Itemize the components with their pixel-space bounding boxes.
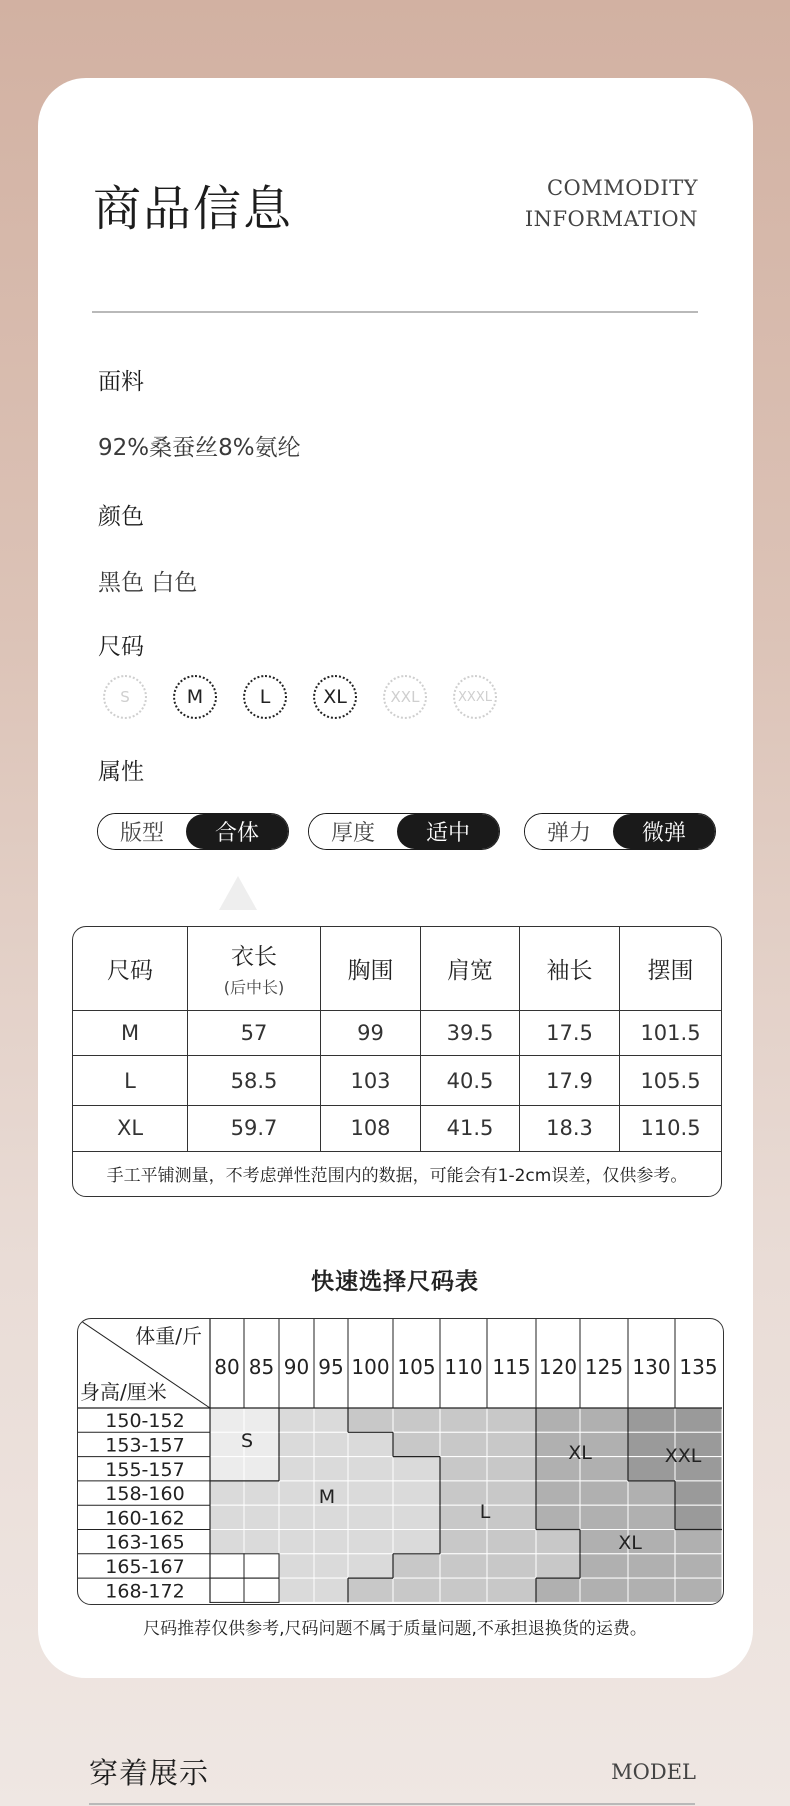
fabric-label: 面料 [98, 369, 144, 395]
attribute-value: 合体 [186, 814, 288, 849]
weight-label: 80 [214, 1355, 240, 1379]
size-option-s[interactable]: S [103, 675, 147, 719]
grid-cell [348, 1530, 393, 1554]
table-cell: 17.9 [520, 1055, 620, 1105]
grid-cell [628, 1505, 675, 1529]
table-cell: 103 [321, 1055, 421, 1105]
grid-cell [348, 1578, 393, 1602]
grid-cell [440, 1578, 487, 1602]
attribute-value: 适中 [397, 814, 499, 849]
table-row [73, 1055, 721, 1105]
grid-cell [487, 1554, 536, 1578]
grid-cell [244, 1457, 279, 1481]
height-label: 165-167 [105, 1555, 185, 1578]
grid-cell [393, 1408, 440, 1432]
grid-cell [393, 1505, 440, 1529]
size-option-xxxl[interactable]: XXXL [453, 675, 497, 719]
quick-size-note: 尺码推荐仅供参考,尺码问题不属于质量问题,不承担退换货的运费。 [143, 1619, 647, 1639]
weight-label: 120 [538, 1355, 578, 1379]
zone-label: XL [618, 1532, 642, 1554]
grid-cell [440, 1554, 487, 1578]
height-label: 153-157 [105, 1434, 185, 1457]
grid-cell [440, 1457, 487, 1481]
grid-cell [580, 1578, 628, 1602]
grid-cell [628, 1481, 675, 1505]
grid-cell [314, 1432, 348, 1456]
table-cell: 58.5 [188, 1055, 321, 1105]
zone-label: S [240, 1430, 254, 1452]
table-row [73, 1106, 721, 1151]
grid-cell [393, 1457, 440, 1481]
height-label: 158-160 [105, 1483, 185, 1506]
weight-label: 105 [397, 1355, 436, 1379]
grid-cell [580, 1554, 628, 1578]
grid-cell [210, 1481, 244, 1505]
table-cell: 39.5 [421, 1010, 520, 1055]
quick-size-grid [78, 1319, 722, 1603]
weight-label: 90 [283, 1355, 310, 1379]
grid-cell [393, 1432, 440, 1456]
grid-cell [279, 1530, 314, 1554]
grid-cell [279, 1408, 314, 1432]
grid-cell [314, 1578, 348, 1602]
size-option-m[interactable]: M [173, 675, 217, 719]
divider [92, 311, 698, 313]
grid-cell [279, 1432, 314, 1456]
model-section-title: 穿着展示 [89, 1756, 210, 1790]
weight-label: 110 [444, 1355, 483, 1379]
weight-label: 95 [318, 1355, 344, 1379]
grid-cell [675, 1554, 722, 1578]
grid-cell [348, 1481, 393, 1505]
grid-cell [210, 1457, 244, 1481]
table-note-row [73, 1151, 721, 1196]
color-label: 颜色 [98, 504, 144, 530]
grid-cell [675, 1578, 722, 1602]
attribute-elasticity [524, 813, 716, 850]
model-section-title-en: MODEL [611, 1760, 696, 1784]
table-cell: 41.5 [421, 1106, 520, 1151]
header-shoulder: 肩宽 [421, 927, 520, 1010]
grid-cell [487, 1505, 536, 1529]
table-cell: 108 [321, 1106, 421, 1151]
grid-cell [279, 1481, 314, 1505]
grid-cell [314, 1530, 348, 1554]
grid-cell [536, 1530, 580, 1554]
grid-cell [675, 1505, 722, 1529]
grid-cell [536, 1505, 580, 1529]
header-size: 尺码 [73, 927, 188, 1010]
color-value: 黑色 白色 [98, 570, 198, 596]
zone-label: XXL [664, 1445, 702, 1467]
model-section-divider [89, 1803, 695, 1805]
title-en-line-2: INFORMATION [524, 207, 698, 231]
zone-label: M [318, 1486, 336, 1508]
header-length-label: 衣长 [231, 944, 277, 971]
quick-size-title: 快速选择尺码表 [311, 1269, 479, 1295]
grid-cell [348, 1554, 393, 1578]
fabric-value: 92%桑蚕丝8%氨纶 [98, 435, 301, 461]
table-cell: 110.5 [620, 1106, 722, 1151]
grid-cell [314, 1505, 348, 1529]
weight-axis-label: 体重/斤 [135, 1324, 202, 1348]
grid-cell [628, 1408, 675, 1432]
grid-cell [279, 1505, 314, 1529]
height-label: 163-165 [105, 1531, 185, 1554]
zone-label: XL [568, 1442, 592, 1464]
table-cell: M [73, 1010, 188, 1055]
quick-size-chart [77, 1318, 724, 1605]
grid-cell [244, 1554, 279, 1578]
grid-cell [314, 1457, 348, 1481]
grid-cell [244, 1481, 279, 1505]
grid-cell [580, 1481, 628, 1505]
grid-cell [210, 1408, 244, 1432]
table-cell: 17.5 [520, 1010, 620, 1055]
grid-cell [348, 1408, 393, 1432]
page-title: 商品信息 [93, 181, 294, 237]
grid-cell [210, 1578, 244, 1602]
grid-cell [244, 1578, 279, 1602]
grid-cell [487, 1481, 536, 1505]
grid-cell [487, 1457, 536, 1481]
attribute-fit [97, 813, 289, 850]
size-label: 尺码 [98, 634, 144, 660]
grid-cell [440, 1530, 487, 1554]
grid-cell [536, 1408, 580, 1432]
grid-cell [210, 1554, 244, 1578]
table-cell: 40.5 [421, 1055, 520, 1105]
grid-cell [279, 1554, 314, 1578]
table-cell: 57 [188, 1010, 321, 1055]
attribute-value: 微弹 [613, 814, 715, 849]
grid-cell [244, 1408, 279, 1432]
grid-cell [210, 1530, 244, 1554]
grid-cell [348, 1457, 393, 1481]
header-length [188, 927, 321, 1010]
page-title-en [525, 173, 698, 235]
grid-cell [580, 1505, 628, 1529]
weight-label: 115 [492, 1355, 531, 1379]
zone-label: L [479, 1501, 491, 1523]
header-chest: 胸围 [321, 927, 421, 1010]
grid-cell [536, 1481, 580, 1505]
grid-cell [279, 1578, 314, 1602]
attribute-key: 版型 [98, 814, 186, 849]
weight-label: 100 [351, 1355, 390, 1379]
height-label: 160-162 [105, 1507, 185, 1530]
weight-label: 135 [679, 1355, 718, 1379]
grid-cell [393, 1530, 440, 1554]
weight-label: 130 [632, 1355, 671, 1379]
grid-cell [393, 1554, 440, 1578]
title-en-line-1: COMMODITY [546, 176, 698, 200]
height-label: 155-157 [105, 1458, 185, 1481]
height-label: 168-172 [105, 1580, 185, 1603]
attribute-thickness [308, 813, 500, 850]
table-cell: L [73, 1055, 188, 1105]
attributes-label: 属性 [98, 759, 144, 785]
grid-cell [314, 1554, 348, 1578]
height-label: 150-152 [105, 1410, 185, 1433]
attribute-key: 厚度 [309, 814, 397, 849]
table-header-row [73, 927, 721, 1010]
grid-cell [279, 1457, 314, 1481]
grid-cell [675, 1408, 722, 1432]
grid-cell [487, 1578, 536, 1602]
grid-cell [348, 1432, 393, 1456]
grid-cell [628, 1578, 675, 1602]
grid-cell [393, 1578, 440, 1602]
pointer-triangle [219, 876, 257, 910]
grid-cell [487, 1432, 536, 1456]
table-cell: XL [73, 1106, 188, 1151]
grid-cell [536, 1578, 580, 1602]
table-cell: 99 [321, 1010, 421, 1055]
grid-cell [487, 1408, 536, 1432]
attribute-key: 弹力 [525, 814, 613, 849]
grid-cell [487, 1530, 536, 1554]
weight-label: 125 [584, 1355, 624, 1379]
grid-cell [628, 1554, 675, 1578]
grid-cell [440, 1432, 487, 1456]
size-option-l[interactable]: L [243, 675, 287, 719]
measurement-table [72, 926, 722, 1197]
table-note: 手工平铺测量，不考虑弹性范围内的数据，可能会有1-2cm误差，仅供参考。 [73, 1151, 721, 1196]
grid-cell [210, 1432, 244, 1456]
table-cell: 105.5 [620, 1055, 722, 1105]
size-option-xxl[interactable]: XXL [383, 675, 427, 719]
table-cell: 59.7 [188, 1106, 321, 1151]
size-option-xl[interactable]: XL [313, 675, 357, 719]
grid-cell [536, 1554, 580, 1578]
grid-cell [244, 1505, 279, 1529]
grid-cell [675, 1481, 722, 1505]
table-row [73, 1010, 721, 1055]
grid-cell [244, 1530, 279, 1554]
grid-cell [348, 1505, 393, 1529]
weight-label: 85 [248, 1355, 275, 1379]
grid-cell [675, 1530, 722, 1554]
grid-cell [440, 1408, 487, 1432]
grid-cell [314, 1408, 348, 1432]
grid-cell [580, 1408, 628, 1432]
height-axis-label: 身高/厘米 [80, 1380, 167, 1404]
header-hem: 摆围 [620, 927, 722, 1010]
grid-cell [393, 1481, 440, 1505]
grid-cell [210, 1505, 244, 1529]
header-length-sub: (后中长) [223, 978, 285, 998]
table-cell: 18.3 [520, 1106, 620, 1151]
header-sleeve: 袖长 [520, 927, 620, 1010]
table-cell: 101.5 [620, 1010, 722, 1055]
